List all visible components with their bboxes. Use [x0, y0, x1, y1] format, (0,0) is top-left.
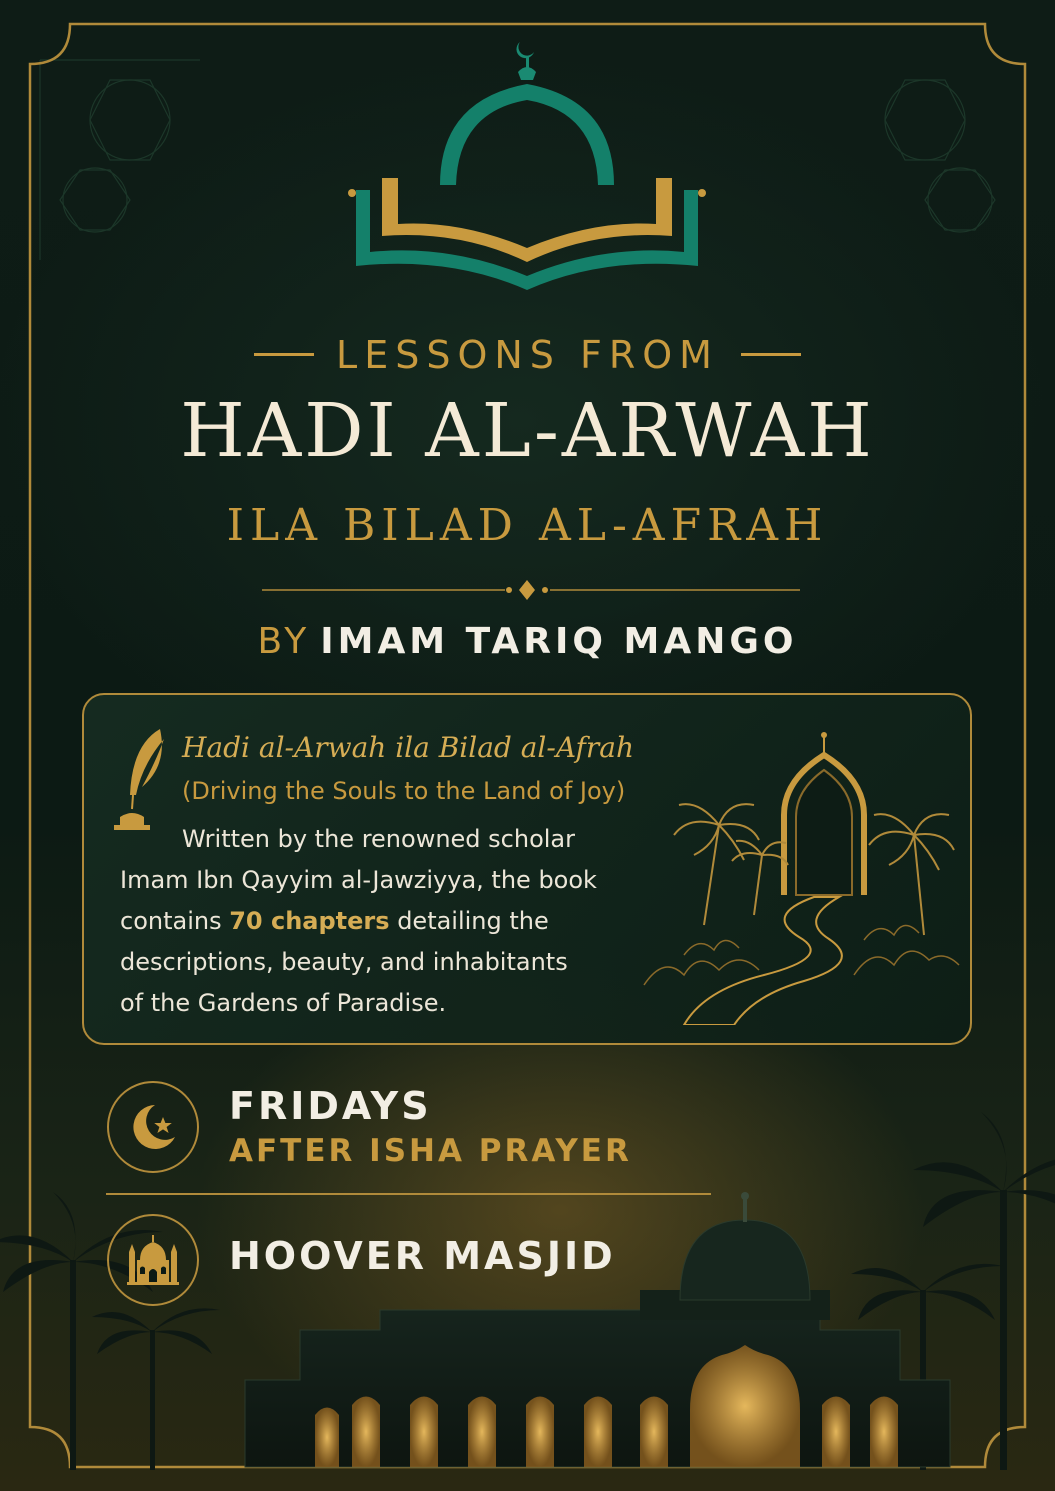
crescent-star-icon: [123, 1097, 183, 1157]
event-time: AFTER ISHA PRAYER: [229, 1133, 632, 1169]
kicker-label: LESSONS FROM: [336, 333, 719, 377]
schedule-divider: [106, 1193, 711, 1195]
main-title: HADI AL-ARWAH: [180, 388, 875, 474]
summary-line-3-after: detailing the: [397, 907, 549, 935]
summary-line-5: of the Gardens of Paradise.: [120, 989, 447, 1017]
summary-line-3: [120, 901, 640, 942]
chapter-count-highlight: 70 chapters: [229, 907, 390, 935]
paradise-gate-illustration: [624, 725, 964, 1025]
event-day: FRIDAYS: [229, 1084, 432, 1128]
book-summary: [120, 819, 640, 1024]
book-description-card: [82, 693, 972, 1045]
mosque-icon: [123, 1230, 183, 1290]
summary-line-1: Written by the renowned scholar: [182, 825, 575, 853]
book-dome-emblem: [348, 42, 706, 290]
ornamental-divider: [262, 580, 800, 600]
event-venue: HOOVER MASJID: [229, 1234, 616, 1278]
byline-prefix: BY: [257, 621, 311, 662]
byline: [0, 621, 1055, 662]
subtitle: ILA BILAD AL-AFRAH: [226, 500, 829, 551]
schedule-icon-badge: [107, 1081, 199, 1173]
book-translation: (Driving the Souls to the Land of Joy): [182, 777, 626, 805]
kicker-right-rule: [741, 353, 801, 356]
corner-pattern-top-left: [40, 60, 200, 260]
kicker: [0, 333, 1055, 377]
summary-line-2: Imam Ibn Qayyim al-Jawziyya, the book: [120, 866, 597, 894]
kicker-left-rule: [254, 353, 314, 356]
corner-pattern-top-right: [885, 80, 995, 232]
book-title: Hadi al-Arwah ila Bilad al-Afrah: [182, 731, 635, 764]
speaker-name: IMAM TARIQ MANGO: [320, 621, 798, 662]
venue-icon-badge: [107, 1214, 199, 1306]
summary-line-3-before: contains: [120, 907, 222, 935]
summary-line-4: descriptions, beauty, and inhabitants: [120, 948, 568, 976]
